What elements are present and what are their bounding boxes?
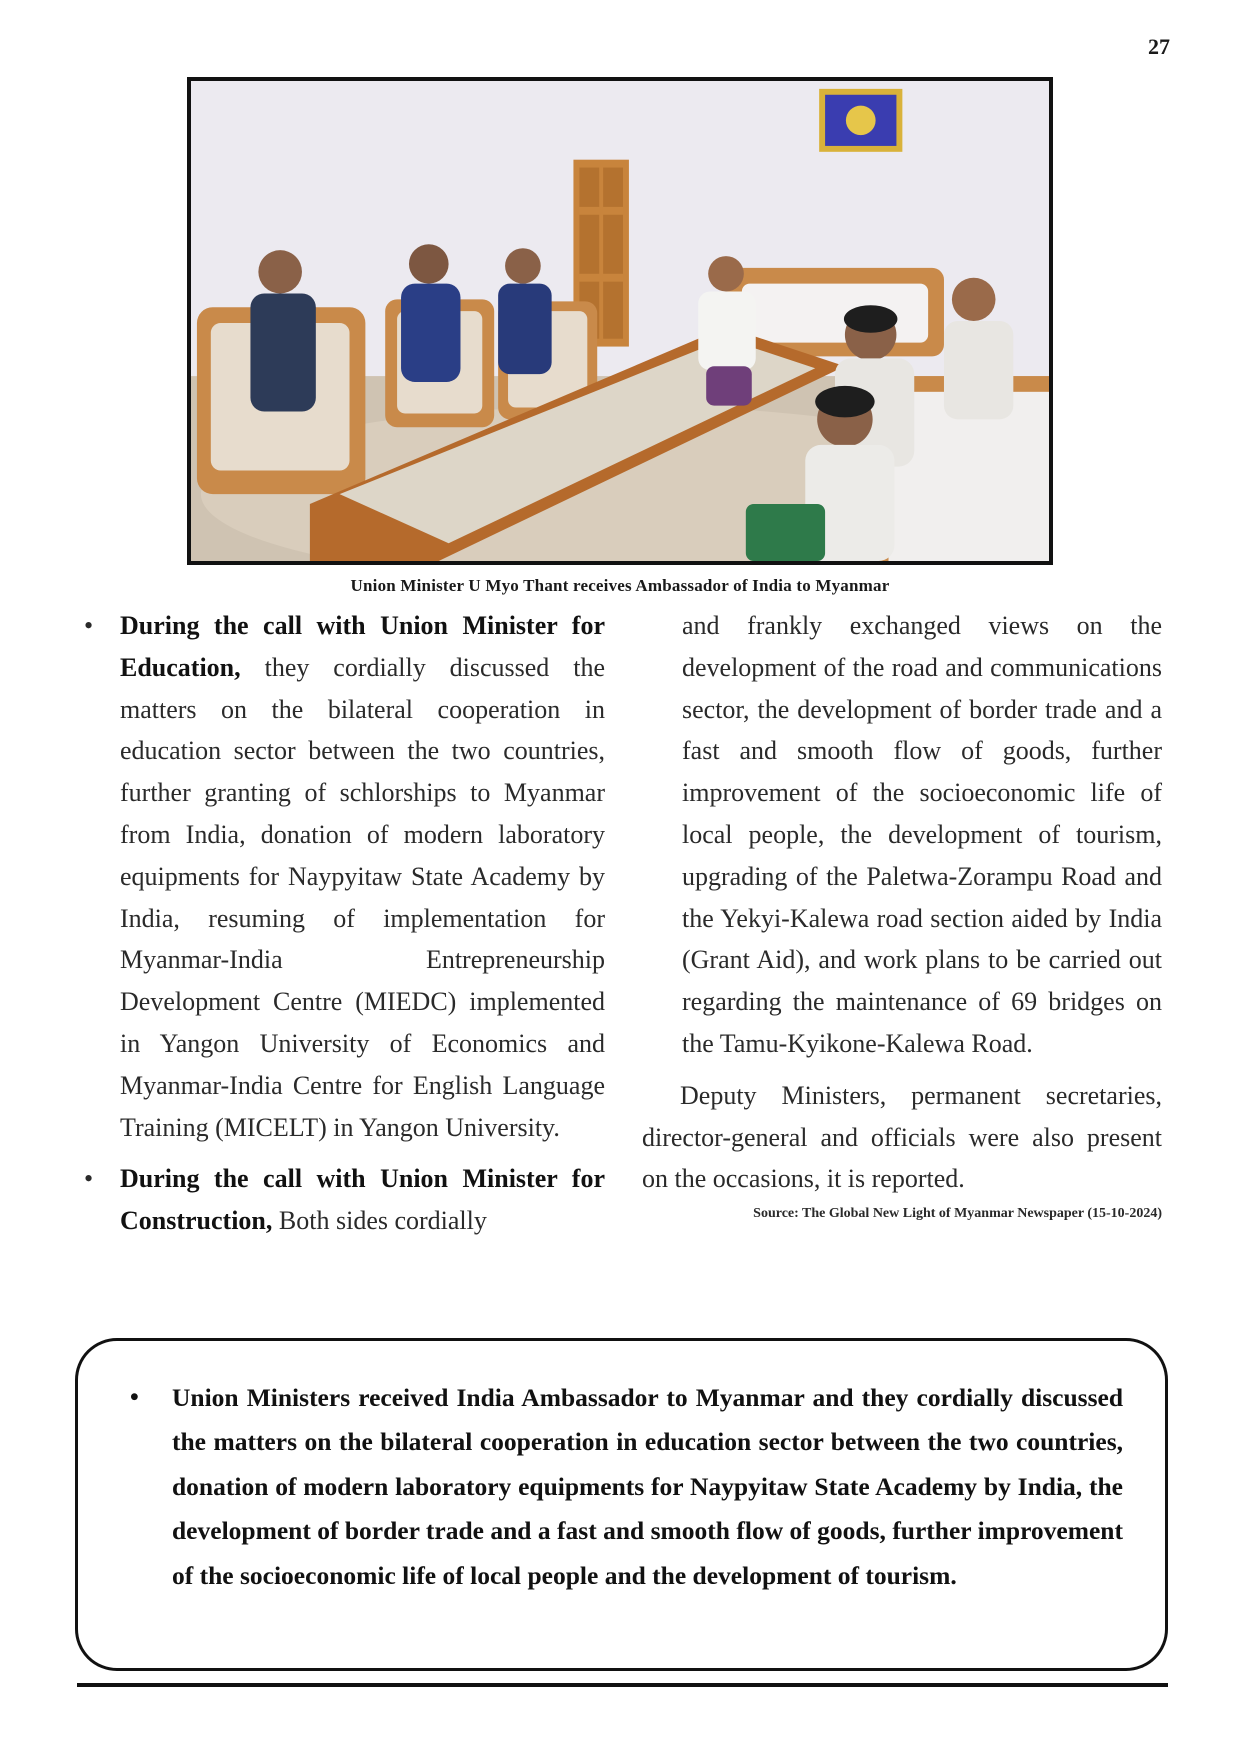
continuation-paragraph: and frankly exchanged views on the development of the road and communications sector, the development of border trade and a fast and smooth flow of goods, further improvement of the socioeconomic life of local people, the development of tourism, upgrading of the Paletwa-Zorampu Road and the Yekyi-Kalewa road section aided by India (Grant Aid), and work plans to be carried out regarding the maintenance of 69 bridges on the Tamu-Kyikone-Kalewa Road.: [682, 611, 1162, 1058]
meeting-room-illustration: [191, 81, 1049, 561]
right-column: [642, 605, 1162, 1224]
summary-item: [120, 1376, 1123, 1598]
source-citation: Source: The Global New Light of Myanmar Newspaper (15-10-2024): [753, 1206, 1162, 1222]
closing-paragraph: Deputy Ministers, permanent secretaries, director-general and officials were also present on the occasions, it is reported.: [642, 1080, 1162, 1194]
page-number: 27: [1148, 34, 1170, 59]
item-lead: During the call with Union Minister for Education,: [120, 611, 605, 682]
item-text: Both sides cordially: [272, 1206, 487, 1236]
summary-text: Union Ministers received India Ambassador to Myanmar and they cordially discussed the matters on the bilateral cooperation in education sector between the two countries, donation of modern laboratory equipments for Naypyitaw State Academy by India, the development of border trade and a fast and smooth flow of goods, further improvement of the socioeconomic life of local people and the development of tourism.: [172, 1383, 1123, 1590]
summary-box: [75, 1338, 1168, 1671]
photo-caption: Union Minister U Myo Thant receives Ambassador of India to Myanmar: [350, 576, 890, 595]
bottom-divider: [77, 1683, 1168, 1687]
left-column: [80, 605, 605, 1252]
bullet-icon: •: [130, 1384, 139, 1411]
bullet-icon: •: [84, 1164, 94, 1194]
meeting-photo: [187, 77, 1053, 565]
item-text: they cordially discussed the matters on the bilateral cooperation in education sector between the two countries, further granting of schlorships to Myanmar from India, donation of modern laboratory equipments for Naypyitaw State Academy by India, resuming of implementation for Myanmar-India Entrepreneurship Development Centre (MIEDC) implemented in Yangon University of Economics and Myanmar-India Centre for English Language Training (MICELT) in Yangon University.: [120, 652, 605, 1142]
bullet-icon: •: [84, 611, 94, 640]
item-lead: During the call with Union Minister for Construction,: [120, 1164, 605, 1236]
bullet-item-construction: [80, 1158, 605, 1242]
bullet-item-education: [80, 605, 605, 1148]
